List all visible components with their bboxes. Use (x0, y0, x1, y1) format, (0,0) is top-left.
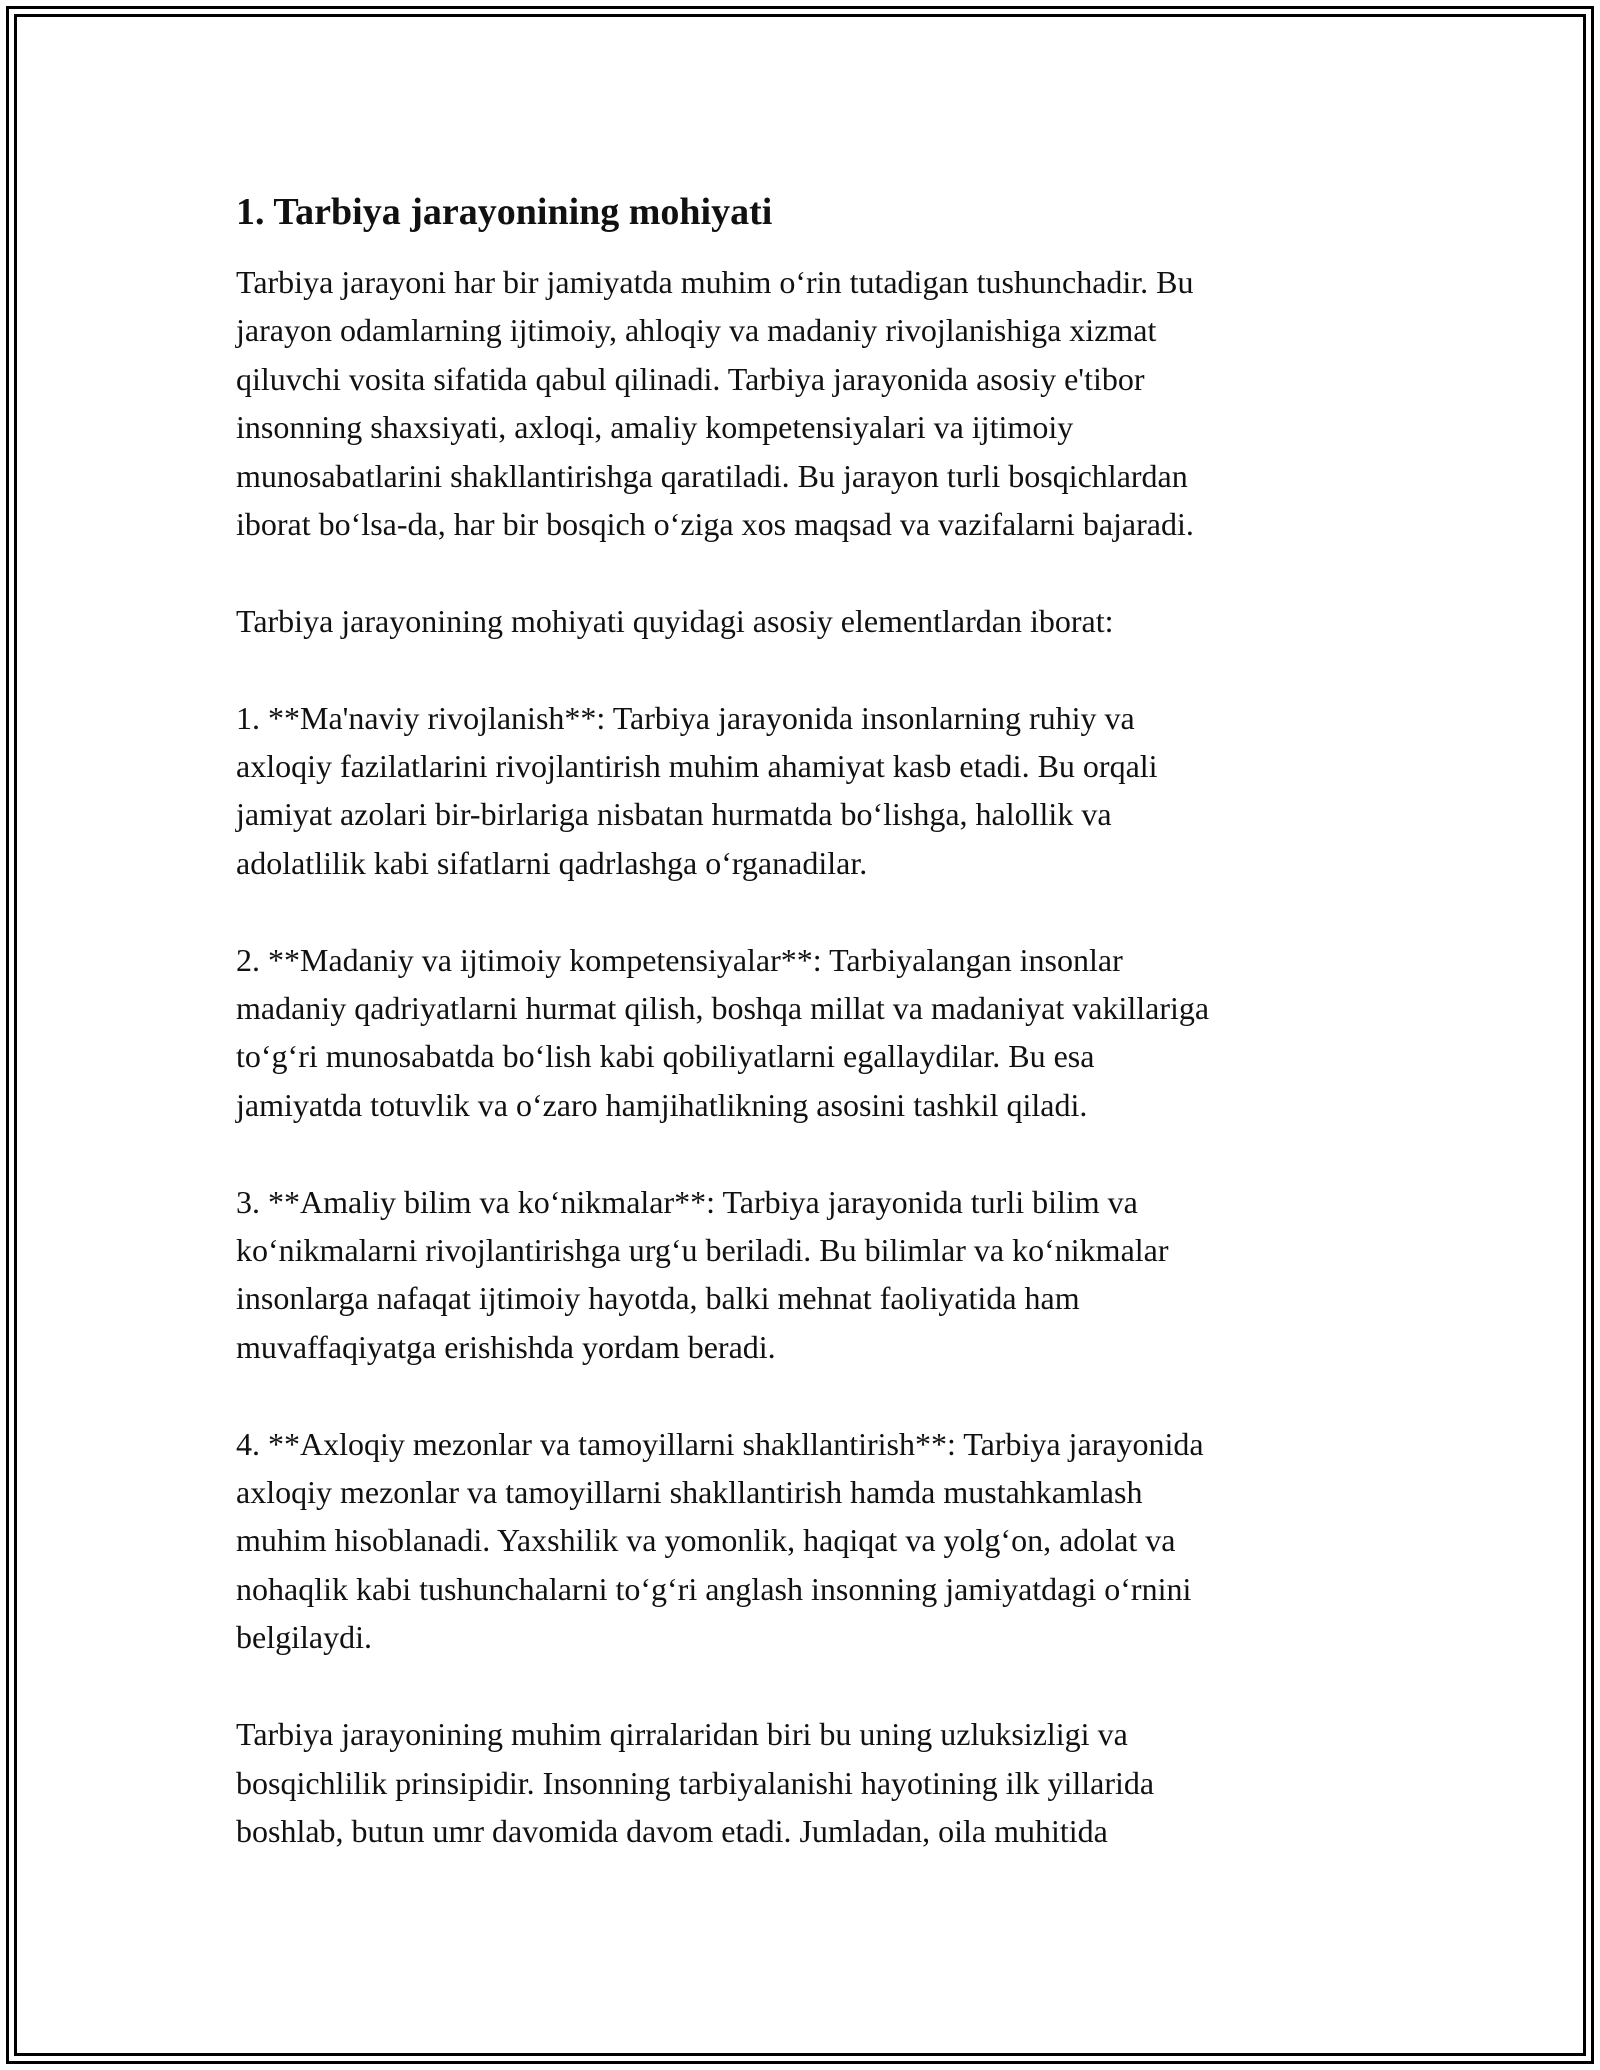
text-line: jarayon odamlarning ijtimoiy, ahloqiy va madaniy rivojlanishiga xizmat (236, 312, 1157, 349)
document-body (236, 188, 1376, 1904)
text-line: 3. **Amaliy bilim va ko‘nikmalar**: Tarbiya jarayonida turli bilim va (236, 1183, 1138, 1220)
list-item-3 (236, 1178, 1376, 1372)
text-line: muhim hisoblanadi. Yaxshilik va yomonlik, haqiqat va yolg‘on, adolat va (236, 1522, 1176, 1559)
paragraph-elements-lead (236, 597, 1376, 645)
text-line: 4. **Axloqiy mezonlar va tamoyillarni shakllantirish**: Tarbiya jarayonida (236, 1425, 1204, 1462)
list-item-4 (236, 1420, 1376, 1662)
text-line: madaniy qadriyatlarni hurmat qilish, boshqa millat va madaniyat vakillariga (236, 990, 1210, 1027)
section-heading: 1. Tarbiya jarayonining mohiyati (236, 191, 773, 233)
text-line: jamiyat azolari bir-birlariga nisbatan hurmatda bo‘lishga, halollik va (236, 796, 1112, 833)
list-item-2 (236, 936, 1376, 1130)
text-line: adolatlilik kabi sifatlarni qadrlashga o‘rganadilar. (236, 844, 868, 881)
text-line: insonning shaxsiyati, axloqi, amaliy kompetensiyalari va ijtimoiy (236, 409, 1074, 446)
text-line: ko‘nikmalarni rivojlantirishga urg‘u beriladi. Bu bilimlar va ko‘nikmalar (236, 1232, 1169, 1269)
text-line: 1. **Ma'naviy rivojlanish**: Tarbiya jarayonida insonlarning ruhiy va (236, 699, 1135, 736)
text-line: boshlab, butun umr davomida davom etadi. Jumladan, oila muhitida (236, 1812, 1108, 1849)
text-line: nohaqlik kabi tushunchalarni to‘g‘ri anglash insonning jamiyatdagi o‘rnini (236, 1570, 1192, 1607)
text-line: axloqiy fazilatlarini rivojlantirish muhim ahamiyat kasb etadi. Bu orqali (236, 748, 1158, 785)
text-line: qiluvchi vosita sifatida qabul qilinadi. Tarbiya jarayonida asosiy e'tibor (236, 360, 1145, 397)
text-line: iborat bo‘lsa-da, har bir bosqich o‘ziga xos maqsad va vazifalarni bajaradi. (236, 506, 1194, 543)
text-line: bosqichlilik prinsipidir. Insonning tarbiyalanishi hayotining ilk yillarida (236, 1764, 1155, 1801)
paragraph-intro (236, 258, 1376, 548)
paragraph-continuity (236, 1710, 1376, 1855)
text-line: belgilaydi. (236, 1619, 372, 1656)
text-line: muvaffaqiyatga erishishda yordam beradi. (236, 1328, 776, 1365)
text-line: axloqiy mezonlar va tamoyillarni shakllantirish hamda mustahkamlash (236, 1474, 1143, 1511)
text-line: insonlarga nafaqat ijtimoiy hayotda, balki mehnat faoliyatida ham (236, 1280, 1080, 1317)
list-item-1 (236, 694, 1376, 888)
text-line: Tarbiya jarayoni har bir jamiyatda muhim o‘rin tutadigan tushunchadir. Bu (236, 264, 1194, 300)
text-line: 2. **Madaniy va ijtimoiy kompetensiyalar**: Tarbiyalangan insonlar (236, 941, 1123, 978)
text-line: to‘g‘ri munosabatda bo‘lish kabi qobiliyatlarni egallaydilar. Bu esa (236, 1038, 1095, 1075)
text-line: jamiyatda totuvlik va o‘zaro hamjihatlikning asosini tashkil qiladi. (236, 1086, 1088, 1123)
text-line: munosabatlarini shakllantirishga qaratiladi. Bu jarayon turli bosqichlardan (236, 457, 1188, 494)
text-line: Tarbiya jarayonining mohiyati quyidagi asosiy elementlardan iborat: (236, 602, 1114, 639)
text-line: Tarbiya jarayonining muhim qirralaridan biri bu uning uzluksizligi va (236, 1716, 1128, 1753)
